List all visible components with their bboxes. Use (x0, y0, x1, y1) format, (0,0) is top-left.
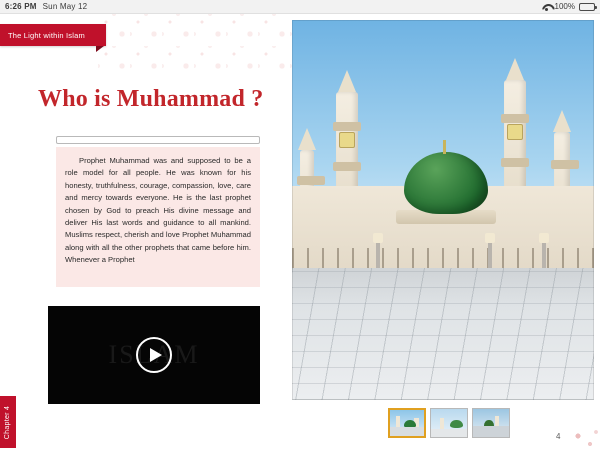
thumbnail-2[interactable] (430, 408, 468, 438)
thumbnail-1[interactable] (388, 408, 426, 438)
thumbnail-3[interactable] (472, 408, 510, 438)
corner-damask-decoration (572, 426, 600, 450)
status-time: 6:26 PM (5, 2, 37, 11)
video-watermark: ISLAM (108, 340, 200, 369)
page-title: Who is Muhammad ? (38, 86, 264, 112)
photo-thumbnail-strip[interactable] (388, 408, 510, 438)
body-text-card[interactable] (56, 147, 260, 287)
mosque-photo[interactable] (292, 20, 594, 400)
ios-status-bar (0, 0, 600, 14)
book-title-label: The Light within Islam (8, 30, 85, 40)
photo-border (292, 20, 594, 400)
damask-pattern-band (98, 14, 292, 72)
body-text: Prophet Muhammad was and supposed to be a role model for all people. He was known for his honesty, truthfulness, courage, compassion, love, care and mercy towards everyone. He is the last prophet chosen by God to preach His divine message and deliver His last words and guidance to all mankind. Muslims respect, cherish and love Prophet Muhammad along with all the other prophets that came before him. Whenever a Prophet (65, 156, 251, 265)
chapter-tab-label: Chapter 4 (4, 405, 12, 439)
book-page (0, 14, 600, 450)
video-player[interactable] (48, 306, 260, 404)
battery-percent-label: 100% (554, 2, 575, 11)
play-triangle-icon (150, 348, 162, 362)
status-date: Sun May 12 (42, 2, 88, 11)
chapter-tab[interactable] (0, 396, 16, 448)
status-bar-left (5, 2, 87, 11)
text-box-scroll-handle[interactable] (56, 136, 260, 144)
page-number: 4 (556, 432, 561, 441)
status-bar-right (542, 2, 595, 11)
book-title-ribbon[interactable] (0, 24, 106, 46)
play-button[interactable] (136, 337, 172, 373)
wifi-icon (542, 3, 551, 11)
ribbon-fold-decoration (96, 46, 104, 52)
battery-full-icon (579, 3, 595, 11)
